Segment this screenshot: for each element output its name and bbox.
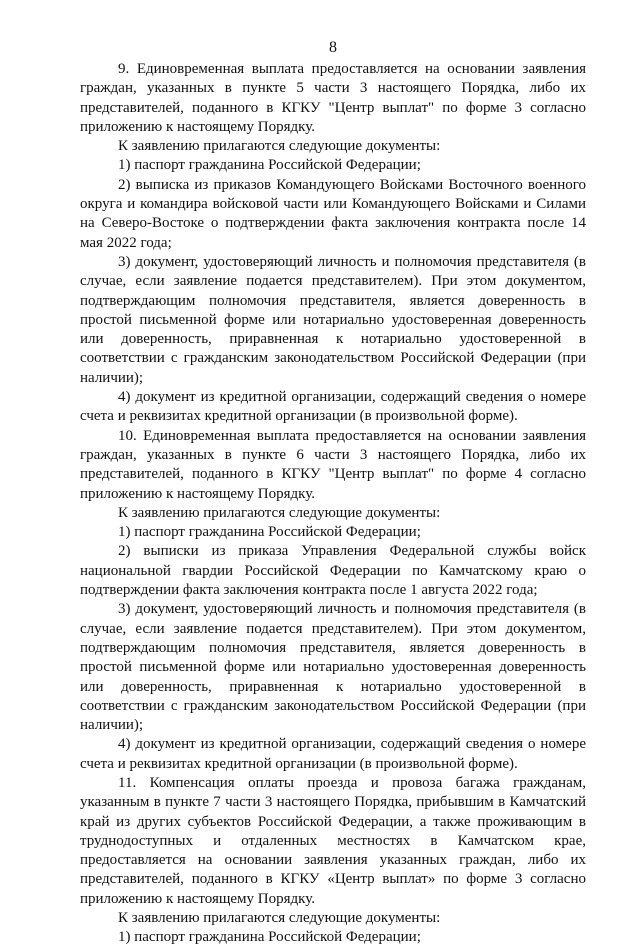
paragraph-11-intro: 11. Компенсация оплаты проезда и провоза багажа гражданам, указанным в пункте 7 части 3 настоящего Порядка, прибывшим в Камчатский край из других субъектов Российской Федерации, а также проживающим в труднодоступных и отдаленных местностях в Камчатском крае, предоставляется на основании заявления указанных граждан, либо их представителей, поданного в КГКУ «Центр выплат» по форме 3 согласно приложению к настоящему Порядку. <box>80 774 586 907</box>
paragraph-list-item: 2) выписка из приказов Командующего Войсками Восточного военного округа и командира войсковой части или Командующего Войсками и Силами на Северо-Востоке о подтверждении факта заключения контракта после 14 мая 2022 года; <box>80 176 586 251</box>
paragraph-9-intro: 9. Единовременная выплата предоставляется на основании заявления граждан, указанных в пункте 5 части 3 настоящего Порядка, либо их представителей, поданного в КГКУ "Центр выплат" по форме 3 согласно приложению к настоящему Порядку. <box>80 61 586 135</box>
page-number: 8 <box>329 39 337 56</box>
paragraph-list-item: 1) паспорт гражданина Российской Федерации; <box>118 157 421 174</box>
paragraph-attachments-heading: К заявлению прилагаются следующие документы: <box>118 910 441 927</box>
paragraph-10-intro: 10. Единовременная выплата предоставляется на основании заявления граждан, указанных в пункте 6 части 3 настоящего Порядка, либо их представителей, поданного в КГКУ "Центр выплат" по форме 4 согласно приложению к настоящему Порядку. <box>80 427 586 502</box>
paragraph-list-item: 1) паспорт гражданина Российской Федерации; <box>118 929 421 946</box>
paragraph-list-item: 4) документ из кредитной организации, содержащий сведения о номере счета и реквизитах кредитной организации (в произвольной форме). <box>80 736 586 772</box>
paragraph-list-item: 1) паспорт гражданина Российской Федерации; <box>118 524 421 541</box>
paragraph-list-item: 2) выписки из приказа Управления Федеральной службы войск национальной гвардии Российской Федерации по Камчатскому краю о подтверждении факта заключения контракта после 1 августа 2022 года; <box>80 543 586 599</box>
paragraph-list-item: 3) документ, удостоверяющий личность и полномочия представителя (в случае, если заявление подается представителем). При этом документом, подтверждающим полномочия представителя, является доверенность в простой письменной форме или нотариально удостоверенная доверенность или доверенность, приравненная к нотариально удостоверенной в соответствии с гражданским законодательством Российской Федерации (при наличии); <box>80 253 586 386</box>
paragraph-list-item: 3) документ, удостоверяющий личность и полномочия представителя (в случае, если заявление подается представителем). При этом документом, подтверждающим полномочия представителя, является доверенность в простой письменной форме или нотариально удостоверенная доверенность или доверенность, приравненная к нотариально удостоверенной в соответствии с гражданским законодательством Российской Федерации (при наличии); <box>80 601 586 734</box>
paragraph-attachments-heading: К заявлению прилагаются следующие документы: <box>118 504 441 521</box>
paragraph-list-item: 4) документ из кредитной организации, содержащий сведения о номере счета и реквизитах кредитной организации (в произвольной форме). <box>80 389 586 425</box>
paragraph-attachments-heading: К заявлению прилагаются следующие документы: <box>118 138 441 155</box>
